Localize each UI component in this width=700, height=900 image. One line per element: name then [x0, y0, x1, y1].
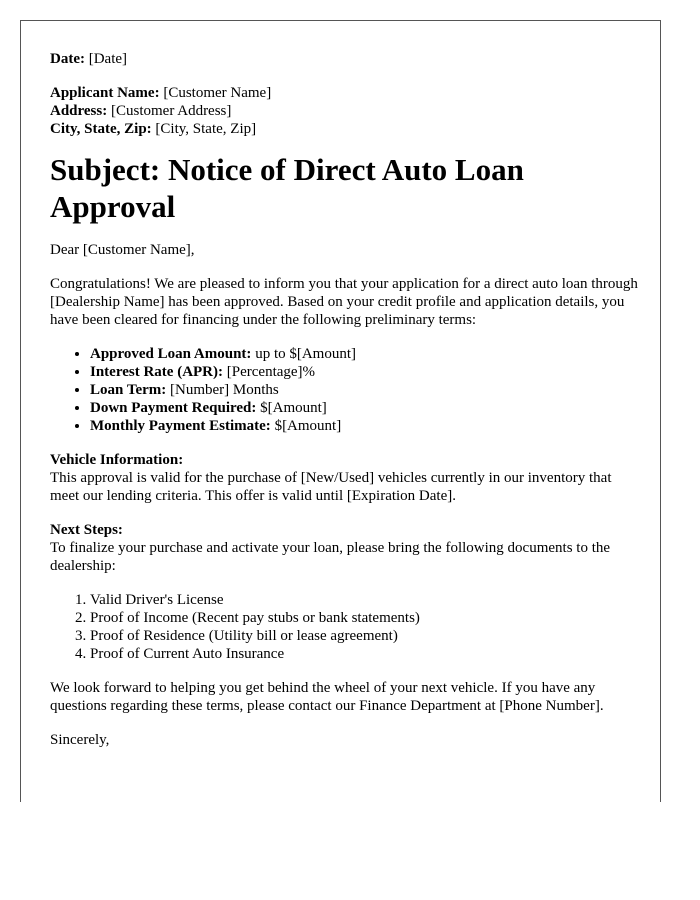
intro-paragraph: Congratulations! We are pleased to inform you that your application for a direct auto loan through [Dealership Name] has been approved. Based on your credit profile and application details, you have been cleared for financing under the following preliminary terms:	[50, 276, 638, 328]
applicant-city-value: [City, State, Zip]	[155, 121, 257, 137]
applicant-name-label: Applicant Name:	[50, 85, 160, 101]
letter-page	[20, 20, 661, 802]
closing-paragraph: We look forward to helping you get behind the wheel of your next vehicle. If you have any questions regarding these terms, please contact our Finance Department at [Phone Number].	[50, 680, 604, 714]
term-item-loan-term	[90, 381, 640, 399]
term-value: [Percentage]%	[226, 364, 316, 380]
required-documents-list	[50, 591, 640, 663]
term-value: $[Amount]	[260, 400, 327, 416]
vehicle-info-section	[50, 451, 640, 505]
term-item-loan-amount	[90, 345, 640, 363]
term-item-monthly-payment	[90, 417, 640, 435]
document-item: 2. Proof of Income (Recent pay stubs or bank statements)	[90, 609, 640, 627]
vehicle-info-text: This approval is valid for the purchase of [New/Used] vehicles currently in our inventory that meet our lending criteria. This offer is valid until [Expiration Date].	[50, 470, 612, 504]
term-label: Approved Loan Amount:	[90, 346, 252, 362]
date-line	[50, 50, 640, 68]
subject-heading: Subject: Notice of Direct Auto Loan Approval	[50, 152, 524, 224]
term-item-interest-rate	[90, 363, 640, 381]
term-label: Monthly Payment Estimate:	[90, 418, 271, 434]
term-label: Loan Term:	[90, 382, 167, 398]
term-label: Interest Rate (APR):	[90, 364, 224, 380]
greeting: Dear [Customer Name],	[50, 242, 195, 258]
signoff: Sincerely,	[50, 732, 110, 748]
document-item: 3. Proof of Residence (Utility bill or lease agreement)	[90, 627, 640, 645]
next-steps-heading: Next Steps:	[50, 522, 123, 538]
date-label: Date:	[50, 51, 85, 67]
applicant-address-line	[50, 102, 640, 120]
applicant-name-line	[50, 84, 640, 102]
applicant-block	[50, 84, 640, 138]
vehicle-info-heading: Vehicle Information:	[50, 452, 184, 468]
term-value: [Number] Months	[170, 382, 279, 398]
date-value: [Date]	[88, 51, 128, 67]
applicant-name-value: [Customer Name]	[163, 85, 272, 101]
letter-body	[50, 50, 640, 749]
term-item-down-payment	[90, 399, 640, 417]
document-item: 4. Proof of Current Auto Insurance	[90, 645, 640, 663]
loan-terms-list	[50, 345, 640, 435]
next-steps-section	[50, 521, 640, 575]
applicant-city-line	[50, 120, 640, 138]
term-value: $[Amount]	[274, 418, 342, 434]
term-value: up to $[Amount]	[255, 346, 357, 362]
document-item: 1. Valid Driver's License	[90, 591, 640, 609]
applicant-address-label: Address:	[50, 103, 108, 119]
term-label: Down Payment Required:	[90, 400, 257, 416]
applicant-city-label: City, State, Zip:	[50, 121, 152, 137]
next-steps-text: To finalize your purchase and activate your loan, please bring the following documents to the dealership:	[50, 540, 611, 574]
applicant-address-value: [Customer Address]	[110, 103, 232, 119]
